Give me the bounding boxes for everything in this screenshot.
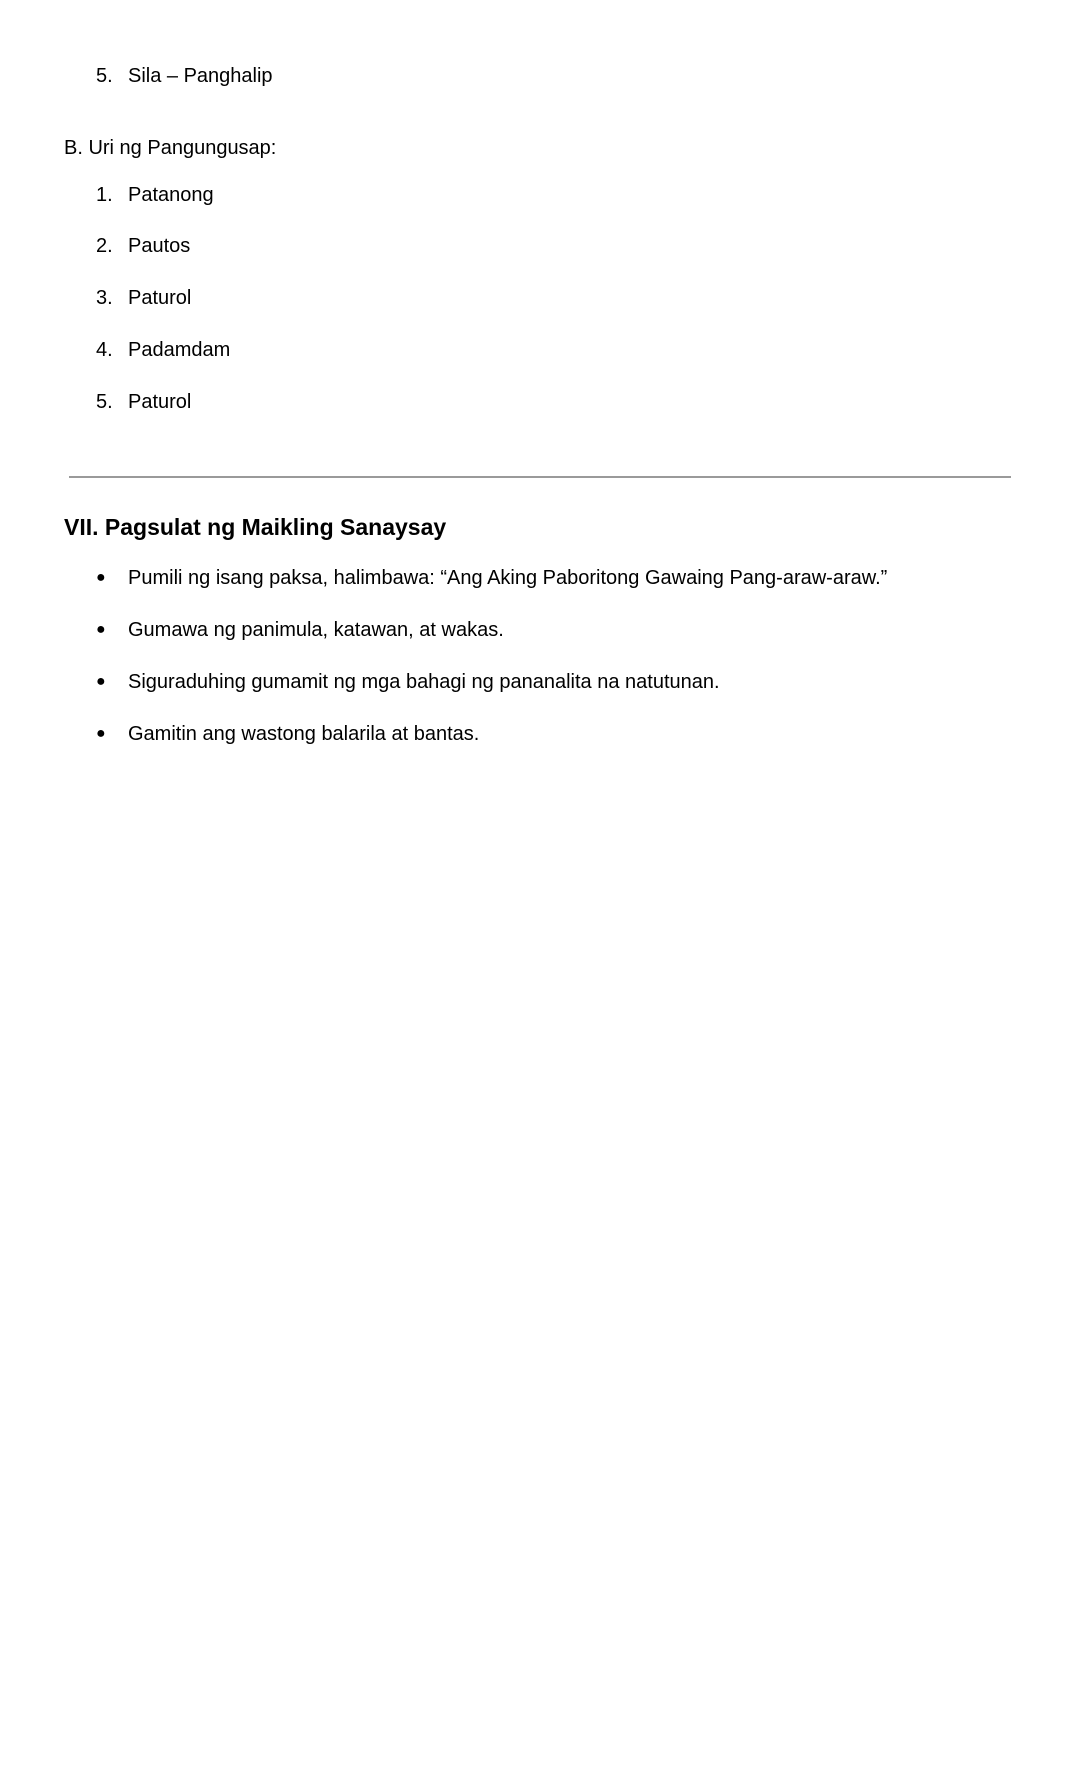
list-number: 3. [96,287,113,309]
horizontal-divider [69,476,1011,478]
list-item-text: Paturol [128,391,192,413]
list-item-text: Sila – Panghalip [128,65,273,87]
list-number: 4. [96,339,113,361]
bullet-icon: ● [96,569,106,586]
list-number: 5. [96,65,113,87]
list-item-text: Padamdam [128,339,231,361]
bullet-icon: ● [96,725,106,742]
subsection-heading-b: B. Uri ng Pangungusap: [64,137,277,159]
bullet-icon: ● [96,621,106,638]
list-number: 1. [96,184,113,206]
list-item-text: Patanong [128,184,214,206]
list-item-text: Paturol [128,287,192,309]
bullet-icon: ● [96,673,106,690]
list-number: 2. [96,235,113,257]
bullet-item-text: Siguraduhing gumamit ng mga bahagi ng pananalita na natutunan. [128,671,720,693]
section-heading-vii: VII. Pagsulat ng Maikling Sanaysay [64,514,447,540]
list-number: 5. [96,391,113,413]
list-item-text: Pautos [128,235,191,257]
bullet-item-text: Gamitin ang wastong balarila at bantas. [128,723,480,745]
bullet-item-text: Gumawa ng panimula, katawan, at wakas. [128,619,504,641]
bullet-item-text: Pumili ng isang paksa, halimbawa: “Ang Aking Paboritong Gawaing Pang-araw-araw.” [128,567,888,589]
